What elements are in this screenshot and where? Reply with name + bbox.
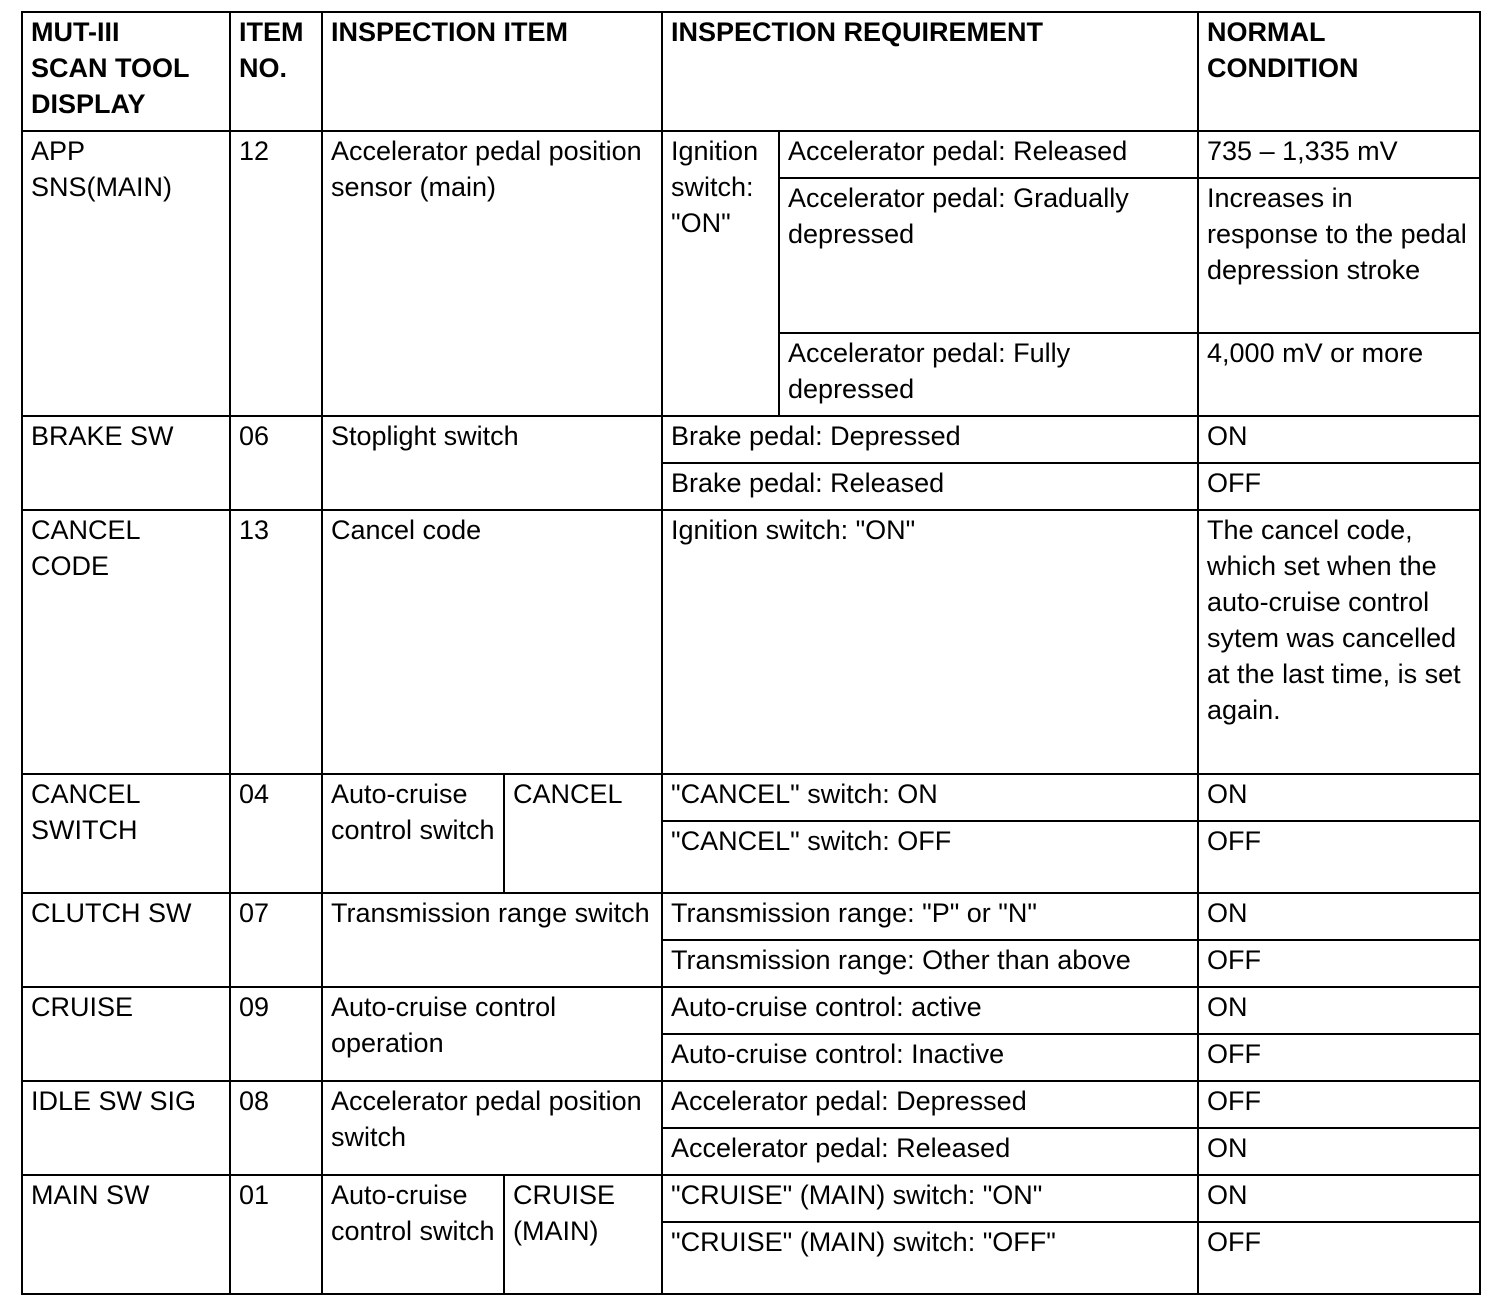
- display-cell: IDLE SW SIG: [22, 1081, 230, 1175]
- header-row: [22, 12, 1480, 131]
- inspection-sub-item-cell: CANCEL: [504, 774, 662, 893]
- normal-cell: ON: [1198, 774, 1480, 821]
- inspection-item-cell: Cancel code: [322, 510, 662, 774]
- normal-cell: OFF: [1198, 1081, 1480, 1128]
- normal-cell: OFF: [1198, 1034, 1480, 1081]
- inspection-item-cell: Accelerator pedal position sensor (main): [322, 131, 662, 416]
- header-item-no: ITEM NO.: [230, 12, 322, 131]
- header-inspection-item: INSPECTION ITEM: [322, 12, 662, 131]
- requirement-cell: Auto-cruise control: active: [662, 987, 1198, 1034]
- item-no-cell: 08: [230, 1081, 322, 1175]
- requirement-cell: Accelerator pedal: Gradually depressed: [779, 178, 1198, 333]
- requirement-cell: "CANCEL" switch: OFF: [662, 821, 1198, 893]
- inspection-item-cell: Accelerator pedal position switch: [322, 1081, 662, 1175]
- item-no-cell: 09: [230, 987, 322, 1081]
- display-cell: CANCEL CODE: [22, 510, 230, 774]
- normal-cell: ON: [1198, 893, 1480, 940]
- inspection-sub-item-cell: CRUISE (MAIN): [504, 1175, 662, 1294]
- inspection-table: [21, 11, 1481, 1295]
- table-row: [22, 893, 1480, 940]
- normal-cell: OFF: [1198, 821, 1480, 893]
- display-cell: APP SNS(MAIN): [22, 131, 230, 416]
- requirement-cell: Brake pedal: Released: [662, 463, 1198, 510]
- requirement-cell: "CANCEL" switch: ON: [662, 774, 1198, 821]
- item-no-cell: 01: [230, 1175, 322, 1294]
- normal-cell: 735 – 1,335 mV: [1198, 131, 1480, 178]
- requirement-cell: Accelerator pedal: Released: [662, 1128, 1198, 1175]
- normal-cell: The cancel code, which set when the auto-cruise control sytem was cancelled at the last time, is set again.: [1198, 510, 1480, 774]
- inspection-item-cell: Auto-cruise control switch: [322, 774, 504, 893]
- inspection-item-cell: Auto-cruise control operation: [322, 987, 662, 1081]
- table-row: [22, 987, 1480, 1034]
- inspection-item-cell: Stoplight switch: [322, 416, 662, 510]
- requirement-cell: Brake pedal: Depressed: [662, 416, 1198, 463]
- normal-cell: ON: [1198, 987, 1480, 1034]
- header-display: MUT-III SCAN TOOL DISPLAY: [22, 12, 230, 131]
- table-row: [22, 774, 1480, 821]
- requirement-cell: "CRUISE" (MAIN) switch: "OFF": [662, 1222, 1198, 1294]
- item-no-cell: 13: [230, 510, 322, 774]
- normal-cell: OFF: [1198, 1222, 1480, 1294]
- requirement-cell: Accelerator pedal: Released: [779, 131, 1198, 178]
- requirement-cell: Auto-cruise control: Inactive: [662, 1034, 1198, 1081]
- item-no-cell: 04: [230, 774, 322, 893]
- inspection-item-cell: Transmission range switch: [322, 893, 662, 987]
- table-row: [22, 416, 1480, 463]
- normal-cell: OFF: [1198, 940, 1480, 987]
- table-row: [22, 131, 1480, 178]
- requirement-cell: Accelerator pedal: Depressed: [662, 1081, 1198, 1128]
- normal-cell: OFF: [1198, 463, 1480, 510]
- item-no-cell: 06: [230, 416, 322, 510]
- table-row: [22, 1081, 1480, 1128]
- normal-cell: 4,000 mV or more: [1198, 333, 1480, 416]
- requirement-cell: Accelerator pedal: Fully depressed: [779, 333, 1198, 416]
- normal-cell: ON: [1198, 1128, 1480, 1175]
- table-row: [22, 510, 1480, 774]
- normal-cell: ON: [1198, 416, 1480, 463]
- requirement-cell: Transmission range: Other than above: [662, 940, 1198, 987]
- display-cell: MAIN SW: [22, 1175, 230, 1294]
- condition-cell: Ignition switch: "ON": [662, 131, 779, 416]
- header-normal-condition: NORMAL CONDITION: [1198, 12, 1480, 131]
- display-cell: CLUTCH SW: [22, 893, 230, 987]
- header-inspection-requirement: INSPECTION REQUIREMENT: [662, 12, 1198, 131]
- item-no-cell: 07: [230, 893, 322, 987]
- requirement-cell: Transmission range: "P" or "N": [662, 893, 1198, 940]
- display-cell: BRAKE SW: [22, 416, 230, 510]
- requirement-cell: Ignition switch: "ON": [662, 510, 1198, 774]
- display-cell: CRUISE: [22, 987, 230, 1081]
- table-row: [22, 1175, 1480, 1222]
- requirement-cell: "CRUISE" (MAIN) switch: "ON": [662, 1175, 1198, 1222]
- item-no-cell: 12: [230, 131, 322, 416]
- normal-cell: Increases in response to the pedal depression stroke: [1198, 178, 1480, 333]
- normal-cell: ON: [1198, 1175, 1480, 1222]
- inspection-item-cell: Auto-cruise control switch: [322, 1175, 504, 1294]
- display-cell: CANCEL SWITCH: [22, 774, 230, 893]
